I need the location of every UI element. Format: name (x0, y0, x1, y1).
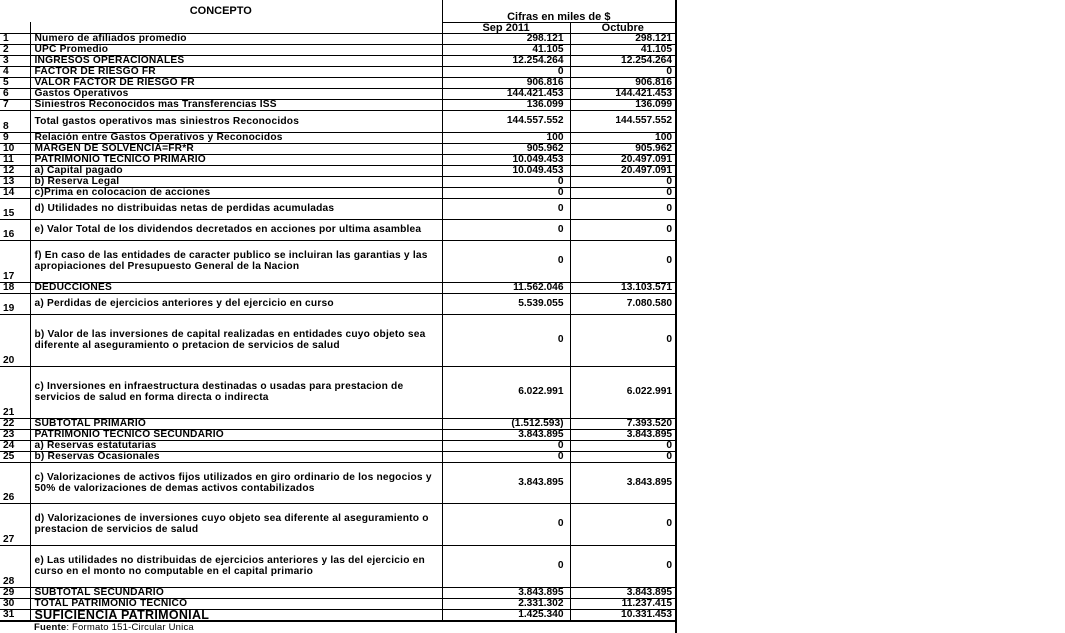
sep-2011-value: 298.121 (442, 33, 570, 44)
row-number: 25 (0, 451, 30, 462)
octubre-value: 0 (570, 187, 676, 198)
row-number: 31 (0, 609, 30, 621)
concept-cell: d) Valorizaciones de inversiones cuyo objeto sea diferente al aseguramiento o prestacion de servicios de salud (30, 503, 442, 545)
concept-cell: e) Valor Total de los dividendos decretados en acciones por ultima asamblea (30, 219, 442, 240)
concept-cell: e) Las utilidades no distribuidas de ejercicios anteriores y las del ejercicio en curso en el monto no computable en el capital primario (30, 545, 442, 587)
octubre-value: 12.254.264 (570, 55, 676, 66)
concept-cell: TOTAL PATRIMONIO TECNICO (30, 598, 442, 609)
table-row (0, 110, 676, 132)
sep-2011-value: 100 (442, 132, 570, 143)
row-number: 9 (0, 132, 30, 143)
concept-cell: Relación entre Gastos Operativos y Reconocidos (30, 132, 442, 143)
octubre-value: 13.103.571 (570, 282, 676, 293)
octubre-value: 0 (570, 219, 676, 240)
table-row (0, 440, 676, 451)
table-row (0, 219, 676, 240)
octubre-value: 0 (570, 240, 676, 282)
sep-2011-value: 0 (442, 66, 570, 77)
table-row (0, 429, 676, 440)
octubre-value: 3.843.895 (570, 587, 676, 598)
sep-2011-value: 0 (442, 240, 570, 282)
concept-cell: a) Reservas estatutarias (30, 440, 442, 451)
concept-cell: SUFICIENCIA PATRIMONIAL (30, 609, 442, 621)
octubre-value: 100 (570, 132, 676, 143)
concept-cell: Total gastos operativos mas siniestros Reconocidos (30, 110, 442, 132)
sep-2011-value: 0 (442, 198, 570, 219)
table-row (0, 314, 676, 366)
sep-2011-value: 905.962 (442, 143, 570, 154)
sep-2011-value: 0 (442, 440, 570, 451)
header-row-top (0, 0, 676, 22)
row-number: 27 (0, 503, 30, 545)
source-text: : Formato 151-Circular Unica (66, 621, 194, 633)
table-row (0, 598, 676, 609)
octubre-value: 905.962 (570, 143, 676, 154)
table-row (0, 366, 676, 418)
sep-2011-value: 3.843.895 (442, 587, 570, 598)
sep-2011-value: 136.099 (442, 99, 570, 110)
table-row (0, 165, 676, 176)
row-number: 23 (0, 429, 30, 440)
table-row (0, 132, 676, 143)
row-number: 24 (0, 440, 30, 451)
source-label: Fuente (34, 621, 67, 633)
octubre-value: 906.816 (570, 77, 676, 88)
concept-cell: b) Reservas Ocasionales (30, 451, 442, 462)
row-number: 10 (0, 143, 30, 154)
table-row (0, 187, 676, 198)
octubre-value: 298.121 (570, 33, 676, 44)
concept-cell: PATRIMONIO TECNICO PRIMARIO (30, 154, 442, 165)
header-row-cols (0, 22, 676, 33)
row-number: 29 (0, 587, 30, 598)
octubre-value: 10.331.453 (570, 609, 676, 621)
octubre-value: 41.105 (570, 44, 676, 55)
row-number: 22 (0, 418, 30, 429)
row-number: 15 (0, 198, 30, 219)
concept-cell: b) Reserva Legal (30, 176, 442, 187)
concept-cell: Numero de afiliados promedio (30, 33, 442, 44)
table-row (0, 418, 676, 429)
concept-cell: c) Inversiones en infraestructura destinadas o usadas para prestacion de servicios de salud en forma directa o indirecta (30, 366, 442, 418)
row-number: 6 (0, 88, 30, 99)
footer-row (0, 621, 676, 633)
octubre-value: 20.497.091 (570, 154, 676, 165)
sep-2011-value: 5.539.055 (442, 293, 570, 314)
row-number: 3 (0, 55, 30, 66)
sep-2011-value: 12.254.264 (442, 55, 570, 66)
sep-2011-value: 10.049.453 (442, 154, 570, 165)
sep-2011-value: 3.843.895 (442, 462, 570, 503)
octubre-value: 0 (570, 545, 676, 587)
table-row (0, 143, 676, 154)
sep-2011-value: 0 (442, 545, 570, 587)
concept-cell: PATRIMONIO TECNICO SECUNDARIO (30, 429, 442, 440)
table-row (0, 44, 676, 55)
concept-cell: c)Prima en colocacion de acciones (30, 187, 442, 198)
table-row (0, 587, 676, 598)
octubre-value: 0 (570, 198, 676, 219)
row-number: 13 (0, 176, 30, 187)
concept-cell: SUBTOTAL PRIMARIO (30, 418, 442, 429)
col-sep-2011-header: Sep 2011 (442, 22, 570, 33)
sep-2011-value: 3.843.895 (442, 429, 570, 440)
sep-2011-value: 41.105 (442, 44, 570, 55)
table-row (0, 88, 676, 99)
sep-2011-value: 1.425.340 (442, 609, 570, 621)
row-number: 8 (0, 110, 30, 132)
row-number: 16 (0, 219, 30, 240)
row-number: 2 (0, 44, 30, 55)
concept-cell: FACTOR DE RIESGO FR (30, 66, 442, 77)
sep-2011-value: 11.562.046 (442, 282, 570, 293)
row-number: 26 (0, 462, 30, 503)
sep-2011-value: 0 (442, 503, 570, 545)
table-row (0, 77, 676, 88)
table-row (0, 99, 676, 110)
sep-2011-value: 2.331.302 (442, 598, 570, 609)
cifras-header: Cifras en miles de $ (442, 0, 676, 22)
concept-cell: VALOR FACTOR DE RIESGO FR (30, 77, 442, 88)
octubre-value: 0 (570, 451, 676, 462)
table-row (0, 55, 676, 66)
concepto-header: CONCEPTO (0, 0, 442, 22)
table-row (0, 198, 676, 219)
concept-cell: c) Valorizaciones de activos fijos utilizados en giro ordinario de los negocios y 50% de valorizaciones de demas activos contabilizados (30, 462, 442, 503)
octubre-value: 0 (570, 66, 676, 77)
octubre-value: 3.843.895 (570, 429, 676, 440)
row-number: 30 (0, 598, 30, 609)
row-number: 19 (0, 293, 30, 314)
sep-2011-value: 906.816 (442, 77, 570, 88)
sep-2011-value: 10.049.453 (442, 165, 570, 176)
sep-2011-value: (1.512.593) (442, 418, 570, 429)
concept-cell: SUBTOTAL SECUNDARIO (30, 587, 442, 598)
octubre-value: 0 (570, 176, 676, 187)
sep-2011-value: 0 (442, 219, 570, 240)
concept-cell: a) Capital pagado (30, 165, 442, 176)
table-row (0, 451, 676, 462)
concept-cell: INGRESOS OPERACIONALES (30, 55, 442, 66)
row-number: 28 (0, 545, 30, 587)
row-number: 21 (0, 366, 30, 418)
row-number: 4 (0, 66, 30, 77)
sep-2011-value: 6.022.991 (442, 366, 570, 418)
octubre-value: 144.557.552 (570, 110, 676, 132)
sep-2011-value: 144.421.453 (442, 88, 570, 99)
octubre-value: 144.421.453 (570, 88, 676, 99)
octubre-value: 20.497.091 (570, 165, 676, 176)
octubre-value: 0 (570, 503, 676, 545)
sep-2011-value: 0 (442, 314, 570, 366)
row-number: 12 (0, 165, 30, 176)
octubre-value: 136.099 (570, 99, 676, 110)
table-row (0, 240, 676, 282)
table-row (0, 609, 676, 621)
row-number: 1 (0, 33, 30, 44)
row-number: 14 (0, 187, 30, 198)
sep-2011-value: 0 (442, 176, 570, 187)
table-row (0, 545, 676, 587)
table-row (0, 66, 676, 77)
concept-cell: DEDUCCIONES (30, 282, 442, 293)
concept-cell: a) Perdidas de ejercicios anteriores y del ejercicio en curso (30, 293, 442, 314)
octubre-value: 0 (570, 440, 676, 451)
sep-2011-value: 0 (442, 451, 570, 462)
octubre-value: 11.237.415 (570, 598, 676, 609)
concept-cell: MARGEN DE SOLVENCIA=FR*R (30, 143, 442, 154)
octubre-value: 7.393.520 (570, 418, 676, 429)
octubre-value: 0 (570, 314, 676, 366)
concept-cell: Gastos Operativos (30, 88, 442, 99)
row-number: 18 (0, 282, 30, 293)
concept-cell: d) Utilidades no distribuidas netas de perdidas acumuladas (30, 198, 442, 219)
row-number: 5 (0, 77, 30, 88)
table-row (0, 503, 676, 545)
sep-2011-value: 0 (442, 187, 570, 198)
sep-2011-value: 144.557.552 (442, 110, 570, 132)
col-octubre-header: Octubre (570, 22, 676, 33)
table-row (0, 154, 676, 165)
row-number: 20 (0, 314, 30, 366)
table-row (0, 282, 676, 293)
table-row (0, 176, 676, 187)
concept-cell: f) En caso de las entidades de caracter publico se incluiran las garantias y las apropiaciones del Presupuesto General de la Nacion (30, 240, 442, 282)
row-number: 11 (0, 154, 30, 165)
concept-cell: b) Valor de las inversiones de capital realizadas en entidades cuyo objeto sea diferente al aseguramiento o pretacion de servicios de salud (30, 314, 442, 366)
row-number: 17 (0, 240, 30, 282)
concept-cell: Siniestros Reconocidos mas Transferencias ISS (30, 99, 442, 110)
row-number: 7 (0, 99, 30, 110)
octubre-value: 7.080.580 (570, 293, 676, 314)
octubre-value: 6.022.991 (570, 366, 676, 418)
source-note (30, 621, 442, 633)
table-row (0, 462, 676, 503)
table-row (0, 33, 676, 44)
table-row (0, 293, 676, 314)
concept-cell: UPC Promedio (30, 44, 442, 55)
octubre-value: 3.843.895 (570, 462, 676, 503)
